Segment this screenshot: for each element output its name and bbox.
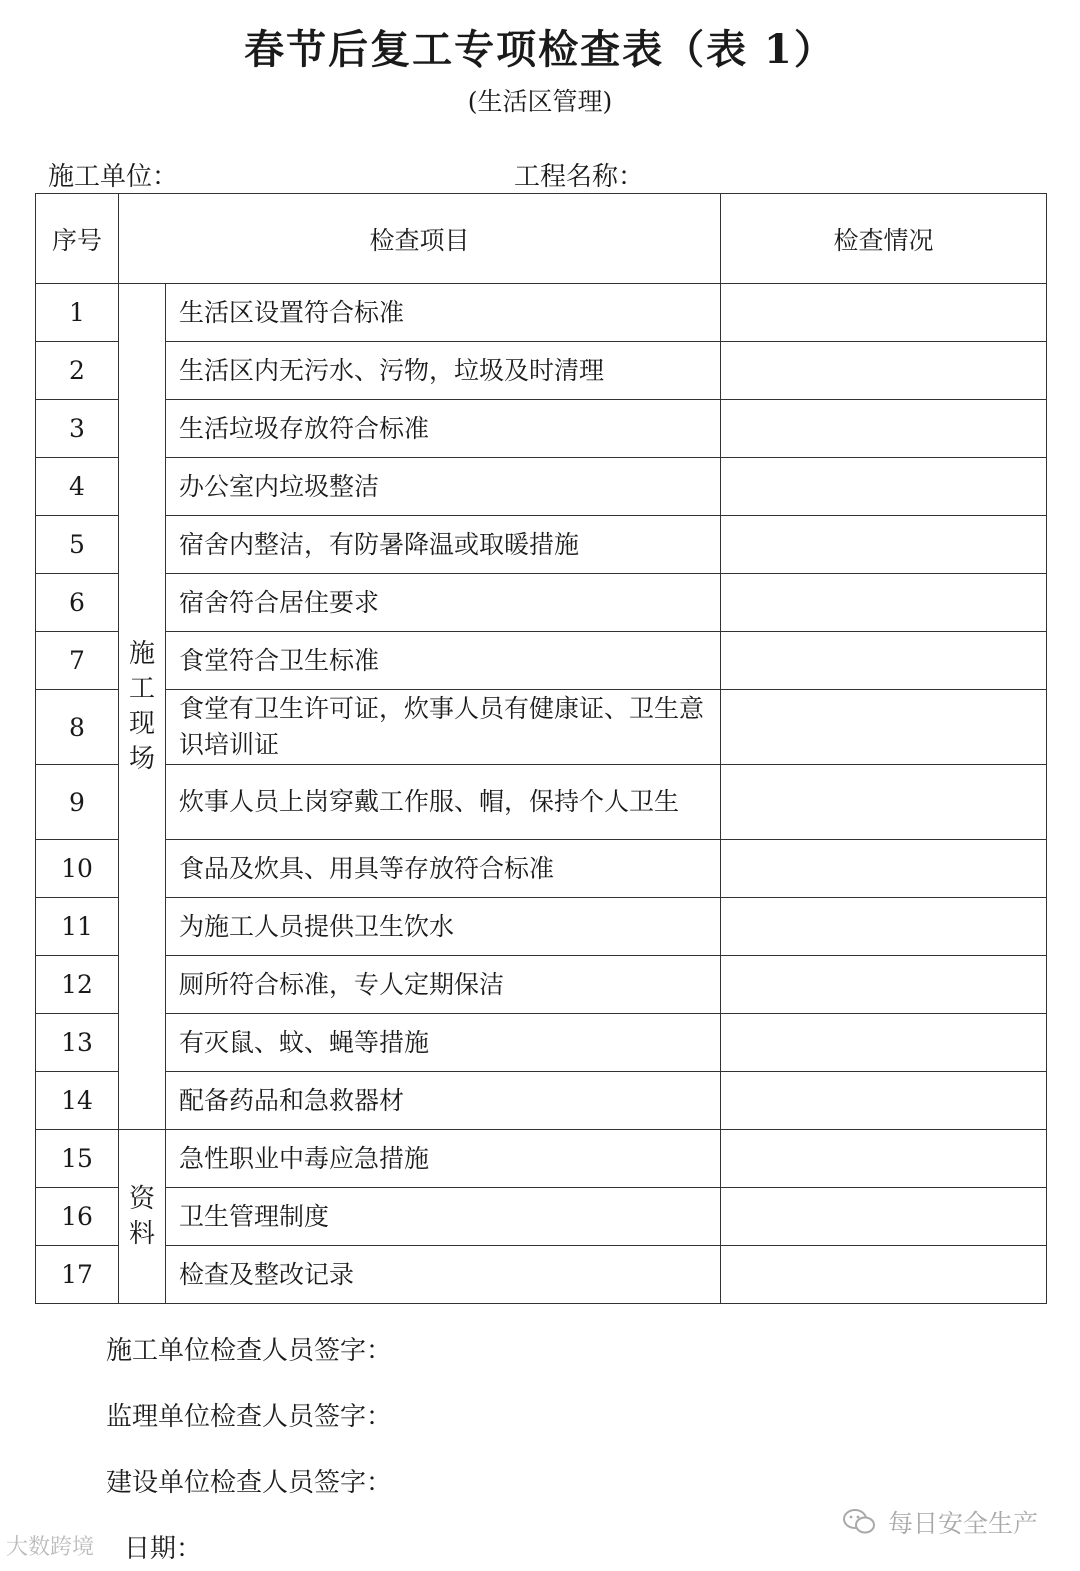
- inspection-item: 配备药品和急救器材: [166, 1072, 721, 1130]
- date-label: 日期：: [124, 1534, 203, 1564]
- table-row: [36, 632, 1047, 690]
- watermark-right-text: 每日安全生产: [887, 1509, 1038, 1538]
- row-number: 16: [36, 1188, 119, 1246]
- inspection-status[interactable]: [721, 632, 1047, 690]
- table-row: [36, 1072, 1047, 1130]
- inspection-item: 食堂有卫生许可证，炊事人员有健康证、卫生意识培训证: [166, 690, 721, 765]
- table-row: [36, 1014, 1047, 1072]
- column-header-no: 序号: [36, 194, 119, 284]
- watermark-left: 大数跨境: [6, 1535, 95, 1560]
- table-row: [36, 1246, 1047, 1304]
- row-number: 14: [36, 1072, 119, 1130]
- watermark-right: [842, 1504, 1038, 1542]
- category-cell: [119, 284, 166, 1130]
- inspection-item: 厕所符合标准，专人定期保洁: [166, 956, 721, 1014]
- row-number: 6: [36, 574, 119, 632]
- inspection-item: 生活区内无污水、污物，垃圾及时清理: [166, 342, 721, 400]
- category-label: 施工现场: [128, 638, 155, 774]
- row-number: 2: [36, 342, 119, 400]
- inspection-status[interactable]: [721, 898, 1047, 956]
- inspection-item: 生活区设置符合标准: [166, 284, 721, 342]
- inspection-status[interactable]: [721, 840, 1047, 898]
- inspection-status[interactable]: [721, 516, 1047, 574]
- inspection-item: 卫生管理制度: [166, 1188, 721, 1246]
- row-number: 13: [36, 1014, 119, 1072]
- page-subtitle: (生活区管理): [467, 87, 613, 116]
- table-header-row: [36, 194, 1047, 284]
- table-row: [36, 765, 1047, 840]
- category-cell: [119, 1130, 166, 1304]
- inspection-item: 急性职业中毒应急措施: [166, 1130, 721, 1188]
- table-row: [36, 956, 1047, 1014]
- owner-signature-label: 建设单位检查人员签字：: [106, 1468, 393, 1498]
- table-row: [36, 898, 1047, 956]
- inspection-status[interactable]: [721, 956, 1047, 1014]
- inspection-item: 宿舍内整洁，有防暑降温或取暖措施: [166, 516, 721, 574]
- wechat-icon: [842, 1508, 876, 1542]
- table-row: [36, 400, 1047, 458]
- table-row: [36, 516, 1047, 574]
- row-number: 17: [36, 1246, 119, 1304]
- page-title: 春节后复工专项检查表（表 1）: [244, 26, 836, 73]
- inspection-table: [35, 193, 1047, 1304]
- table-row: [36, 284, 1047, 342]
- inspection-item: 食品及炊具、用具等存放符合标准: [166, 840, 721, 898]
- supervisor-signature-label: 监理单位检查人员签字：: [106, 1402, 393, 1432]
- table-row: [36, 690, 1047, 765]
- table-row: [36, 342, 1047, 400]
- inspection-status[interactable]: [721, 1188, 1047, 1246]
- inspection-item: 办公室内垃圾整洁: [166, 458, 721, 516]
- row-number: 10: [36, 840, 119, 898]
- category-label: 资料: [128, 1183, 155, 1249]
- inspection-item: 有灭鼠、蚊、蝇等措施: [166, 1014, 721, 1072]
- inspection-item: 宿舍符合居住要求: [166, 574, 721, 632]
- row-number: 12: [36, 956, 119, 1014]
- row-number: 11: [36, 898, 119, 956]
- contractor-signature-label: 施工单位检查人员签字：: [106, 1336, 393, 1366]
- row-number: 3: [36, 400, 119, 458]
- inspection-item: 为施工人员提供卫生饮水: [166, 898, 721, 956]
- inspection-status[interactable]: [721, 458, 1047, 516]
- table-row: [36, 1188, 1047, 1246]
- inspection-status[interactable]: [721, 1072, 1047, 1130]
- row-number: 1: [36, 284, 119, 342]
- table-row: [36, 1130, 1047, 1188]
- inspection-item: 食堂符合卫生标准: [166, 632, 721, 690]
- inspection-status[interactable]: [721, 342, 1047, 400]
- inspection-item: 检查及整改记录: [166, 1246, 721, 1304]
- project-name-label: 工程名称：: [514, 162, 645, 192]
- inspection-status[interactable]: [721, 1014, 1047, 1072]
- inspection-status[interactable]: [721, 1246, 1047, 1304]
- table-row: [36, 574, 1047, 632]
- row-number: 8: [36, 690, 119, 765]
- table-body: [36, 284, 1047, 1304]
- column-header-item: 检查项目: [119, 194, 721, 284]
- table-row: [36, 458, 1047, 516]
- row-number: 4: [36, 458, 119, 516]
- row-number: 7: [36, 632, 119, 690]
- inspection-status[interactable]: [721, 765, 1047, 840]
- contractor-unit-label: 施工单位：: [48, 162, 179, 192]
- column-header-status: 检查情况: [721, 194, 1047, 284]
- inspection-status[interactable]: [721, 690, 1047, 765]
- inspection-item: 生活垃圾存放符合标准: [166, 400, 721, 458]
- inspection-status[interactable]: [721, 1130, 1047, 1188]
- inspection-item: 炊事人员上岗穿戴工作服、帽，保持个人卫生: [166, 765, 721, 840]
- row-number: 15: [36, 1130, 119, 1188]
- inspection-status[interactable]: [721, 284, 1047, 342]
- row-number: 9: [36, 765, 119, 840]
- inspection-status[interactable]: [721, 400, 1047, 458]
- row-number: 5: [36, 516, 119, 574]
- inspection-status[interactable]: [721, 574, 1047, 632]
- table-row: [36, 840, 1047, 898]
